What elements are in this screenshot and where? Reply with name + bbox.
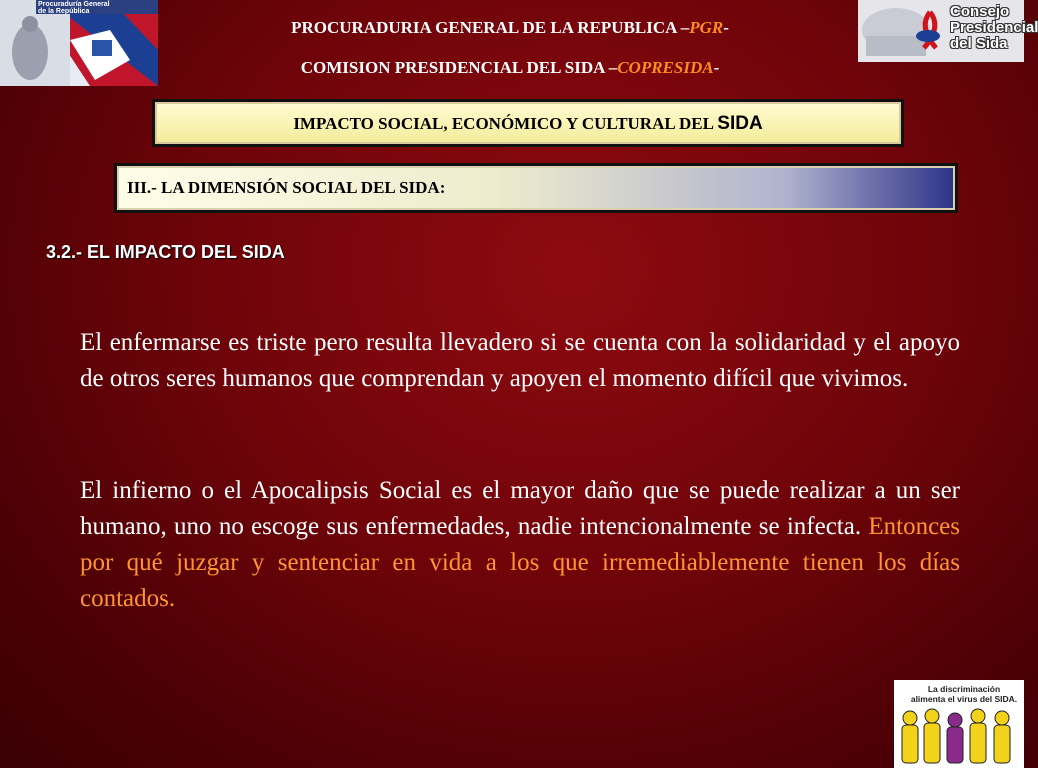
header-line-1-text: PROCURADURIA GENERAL DE LA REPUBLICA – [291, 18, 690, 37]
section-heading: 3.2.- EL IMPACTO DEL SIDA [46, 242, 285, 262]
copresida-logo [858, 0, 1038, 62]
copresida-logo-text-line2: Presidencial [950, 19, 1038, 36]
header-line-1 [170, 18, 850, 38]
copresida-logo-text-line3: del Sida [950, 35, 1008, 52]
pgr-logo-text-line1: Procuraduría General [38, 1, 110, 8]
paragraph-2-highlight: Entonces por qué juzgar y sentenciar en vida a los que irremediablemente tienen los días contados. [80, 513, 960, 612]
copresida-logo-text [950, 4, 1038, 52]
subtitle: III.- LA DIMENSIÓN SOCIAL DEL SIDA: [117, 166, 955, 210]
poster-caption [908, 684, 1020, 704]
slide-title-emphasis: SIDA [717, 113, 763, 134]
header-line-1-suffix: - [723, 18, 729, 37]
discrimination-poster [894, 680, 1024, 768]
header-pgr-acronym: PGR [689, 18, 724, 37]
pgr-logo-text-line2: de la República [38, 8, 90, 15]
poster-caption-line2: alimenta el virus del SIDA. [910, 694, 1018, 704]
header-line-2 [170, 58, 850, 78]
paragraph-1: El enfermarse es triste pero resulta llevadero si se cuenta con la solidaridad y el apoyo de otros seres humanos que comprendan y apoyen el momento difícil que vivimos. [80, 329, 960, 392]
pgr-logo-text [38, 1, 110, 15]
header-line-2-suffix: - [713, 58, 720, 77]
subtitle-box [114, 163, 958, 213]
slide-title [155, 102, 901, 144]
poster-caption-line1: La discriminación [927, 684, 1001, 694]
paragraph-2-text: El infierno o el Apocalipsis Social es el mayor daño que se puede realizar a un ser humano, uno no escoge sus enfermedades, nadie intencionalmente se infecta. [80, 477, 960, 540]
copresida-logo-text-line1: Consejo [950, 3, 1010, 20]
header-copresida-acronym: COPRESIDA [617, 58, 714, 77]
header-line-2-text: COMISION PRESIDENCIAL DEL SIDA – [300, 58, 618, 77]
paragraph-2 [80, 473, 960, 617]
slide-title-text: IMPACTO SOCIAL, ECONÓMICO Y CULTURAL DEL [293, 114, 718, 133]
pgr-logo [0, 0, 158, 86]
slide-title-box [152, 99, 904, 147]
